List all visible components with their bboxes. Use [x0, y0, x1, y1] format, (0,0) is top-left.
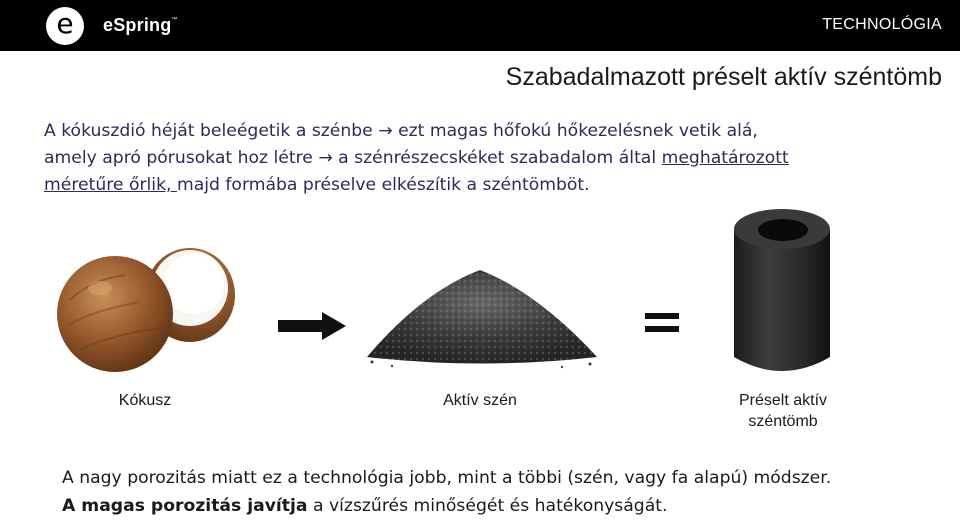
- coconut-image: [50, 240, 240, 375]
- activated-carbon-image: [362, 262, 602, 372]
- caption-activated-carbon: Aktív szén: [443, 392, 517, 409]
- trademark-symbol: ™: [171, 17, 178, 23]
- slide-title: Szabadalmazott préselt aktív széntömb: [505, 63, 942, 91]
- caption-carbon-block-line-2: széntömb: [748, 413, 818, 430]
- caption-coconut: Kókusz: [118, 392, 172, 409]
- intro-line-3: [44, 172, 924, 199]
- footer-line-2-text: a vízszűrés minőségét és hatékonyságát.: [307, 496, 668, 516]
- logo-letter: e: [56, 7, 74, 40]
- brand-name: [103, 15, 178, 36]
- section-label: TECHNOLÓGIA: [822, 16, 942, 33]
- footer-line-2: [62, 492, 942, 520]
- footer-line-2-bold: A magas porozitás javítja: [62, 496, 308, 516]
- intro-line-3-underlined: méretűre őrlik,: [44, 175, 177, 195]
- brand-text: eSpring: [103, 15, 172, 35]
- espring-logo-icon: [46, 7, 84, 45]
- footer-text: [62, 464, 942, 520]
- intro-line-2-underlined: meghatározott: [661, 148, 789, 168]
- arrow-right-icon: [278, 312, 346, 340]
- equals-icon: [645, 313, 679, 333]
- intro-line-2: [44, 145, 924, 172]
- caption-carbon-block-line-1: Préselt aktív: [738, 392, 828, 409]
- intro-line-3-text: majd formába préselve elkészítik a széntömböt.: [176, 175, 590, 195]
- footer-line-1: A nagy porozitás miatt ez a technológia jobb, mint a többi (szén, vagy fa alapú) módszer.: [62, 468, 832, 488]
- intro-line-2-text: amely apró pórusokat hoz létre → a szénrészecskéket szabadalom által: [44, 148, 662, 168]
- intro-paragraph: [44, 118, 924, 199]
- carbon-block-image: [730, 207, 834, 379]
- caption-carbon-block: [718, 390, 848, 432]
- top-bar: [0, 0, 960, 51]
- intro-line-1: A kókuszdió héját beleégetik a szénbe → ezt magas hőfokú hőkezelésnek vetik alá,: [44, 121, 758, 141]
